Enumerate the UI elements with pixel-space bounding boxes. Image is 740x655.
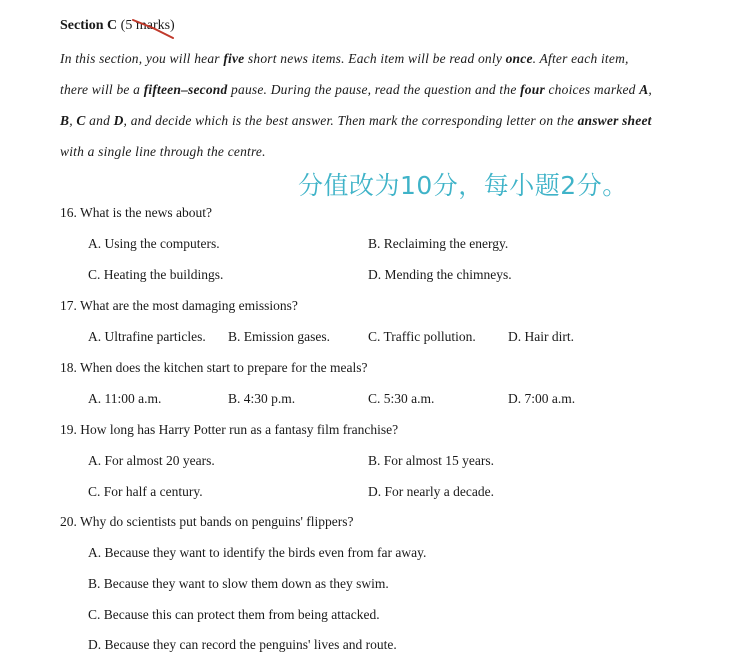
q17-option-d: D. Hair dirt. bbox=[508, 329, 574, 344]
q17-option-c: C. Traffic pollution. bbox=[368, 329, 476, 344]
q20-option-c: C. Because this can protect them from being attacked. bbox=[88, 607, 380, 622]
q19-option-d: D. For nearly a decade. bbox=[368, 484, 494, 499]
q18-option-d: D. 7:00 a.m. bbox=[508, 391, 576, 406]
question-17: 17. What are the most damaging emissions? bbox=[60, 298, 298, 313]
section-marks bbox=[121, 18, 175, 34]
instructions-line-3: B, C and D, and decide which is the best answer. Then mark the corresponding letter on the answer sheet bbox=[60, 113, 652, 128]
q20-option-a: A. Because they want to identify the birds even from far away. bbox=[88, 545, 427, 560]
handwritten-note: 分值改为10分，每小题2分。 bbox=[298, 171, 628, 200]
instructions-line-4: with a single line through the centre. bbox=[60, 144, 266, 159]
q16-option-c: C. Heating the buildings. bbox=[88, 267, 224, 282]
q18-option-c: C. 5:30 a.m. bbox=[368, 391, 435, 406]
q19-option-b: B. For almost 15 years. bbox=[368, 453, 494, 468]
question-19: 19. How long has Harry Potter run as a fantasy film franchise? bbox=[60, 422, 399, 437]
q16-option-d: D. Mending the chimneys. bbox=[368, 267, 512, 282]
q19-option-a: A. For almost 20 years. bbox=[88, 453, 215, 468]
section-marks-text: (5 marks) bbox=[120, 18, 175, 33]
q18-option-a: A. 11:00 a.m. bbox=[88, 391, 162, 406]
instructions-line-2: there will be a fifteen–second pause. During the pause, read the question and the four choices marked A, bbox=[60, 82, 652, 97]
q17-option-a: A. Ultrafine particles. bbox=[88, 329, 206, 344]
q17-option-b: B. Emission gases. bbox=[228, 329, 331, 344]
question-20: 20. Why do scientists put bands on penguins' flippers? bbox=[60, 514, 354, 529]
q18-option-b: B. 4:30 p.m. bbox=[228, 391, 296, 406]
section-title: Section C bbox=[60, 18, 118, 33]
q16-option-b: B. Reclaiming the energy. bbox=[368, 236, 509, 251]
q20-option-d: D. Because they can record the penguins' lives and route. bbox=[88, 637, 397, 652]
q19-option-c: C. For half a century. bbox=[88, 484, 203, 499]
q16-option-a: A. Using the computers. bbox=[88, 236, 220, 251]
instructions-line-1: In this section, you will hear five short news items. Each item will be read only once. After each item, bbox=[60, 51, 629, 66]
question-18: 18. When does the kitchen start to prepare for the meals? bbox=[60, 360, 368, 375]
section-heading bbox=[60, 18, 175, 34]
q20-option-b: B. Because they want to slow them down as they swim. bbox=[88, 576, 389, 591]
red-strikethrough-mark bbox=[125, 18, 177, 40]
question-16: 16. What is the news about? bbox=[60, 205, 212, 220]
